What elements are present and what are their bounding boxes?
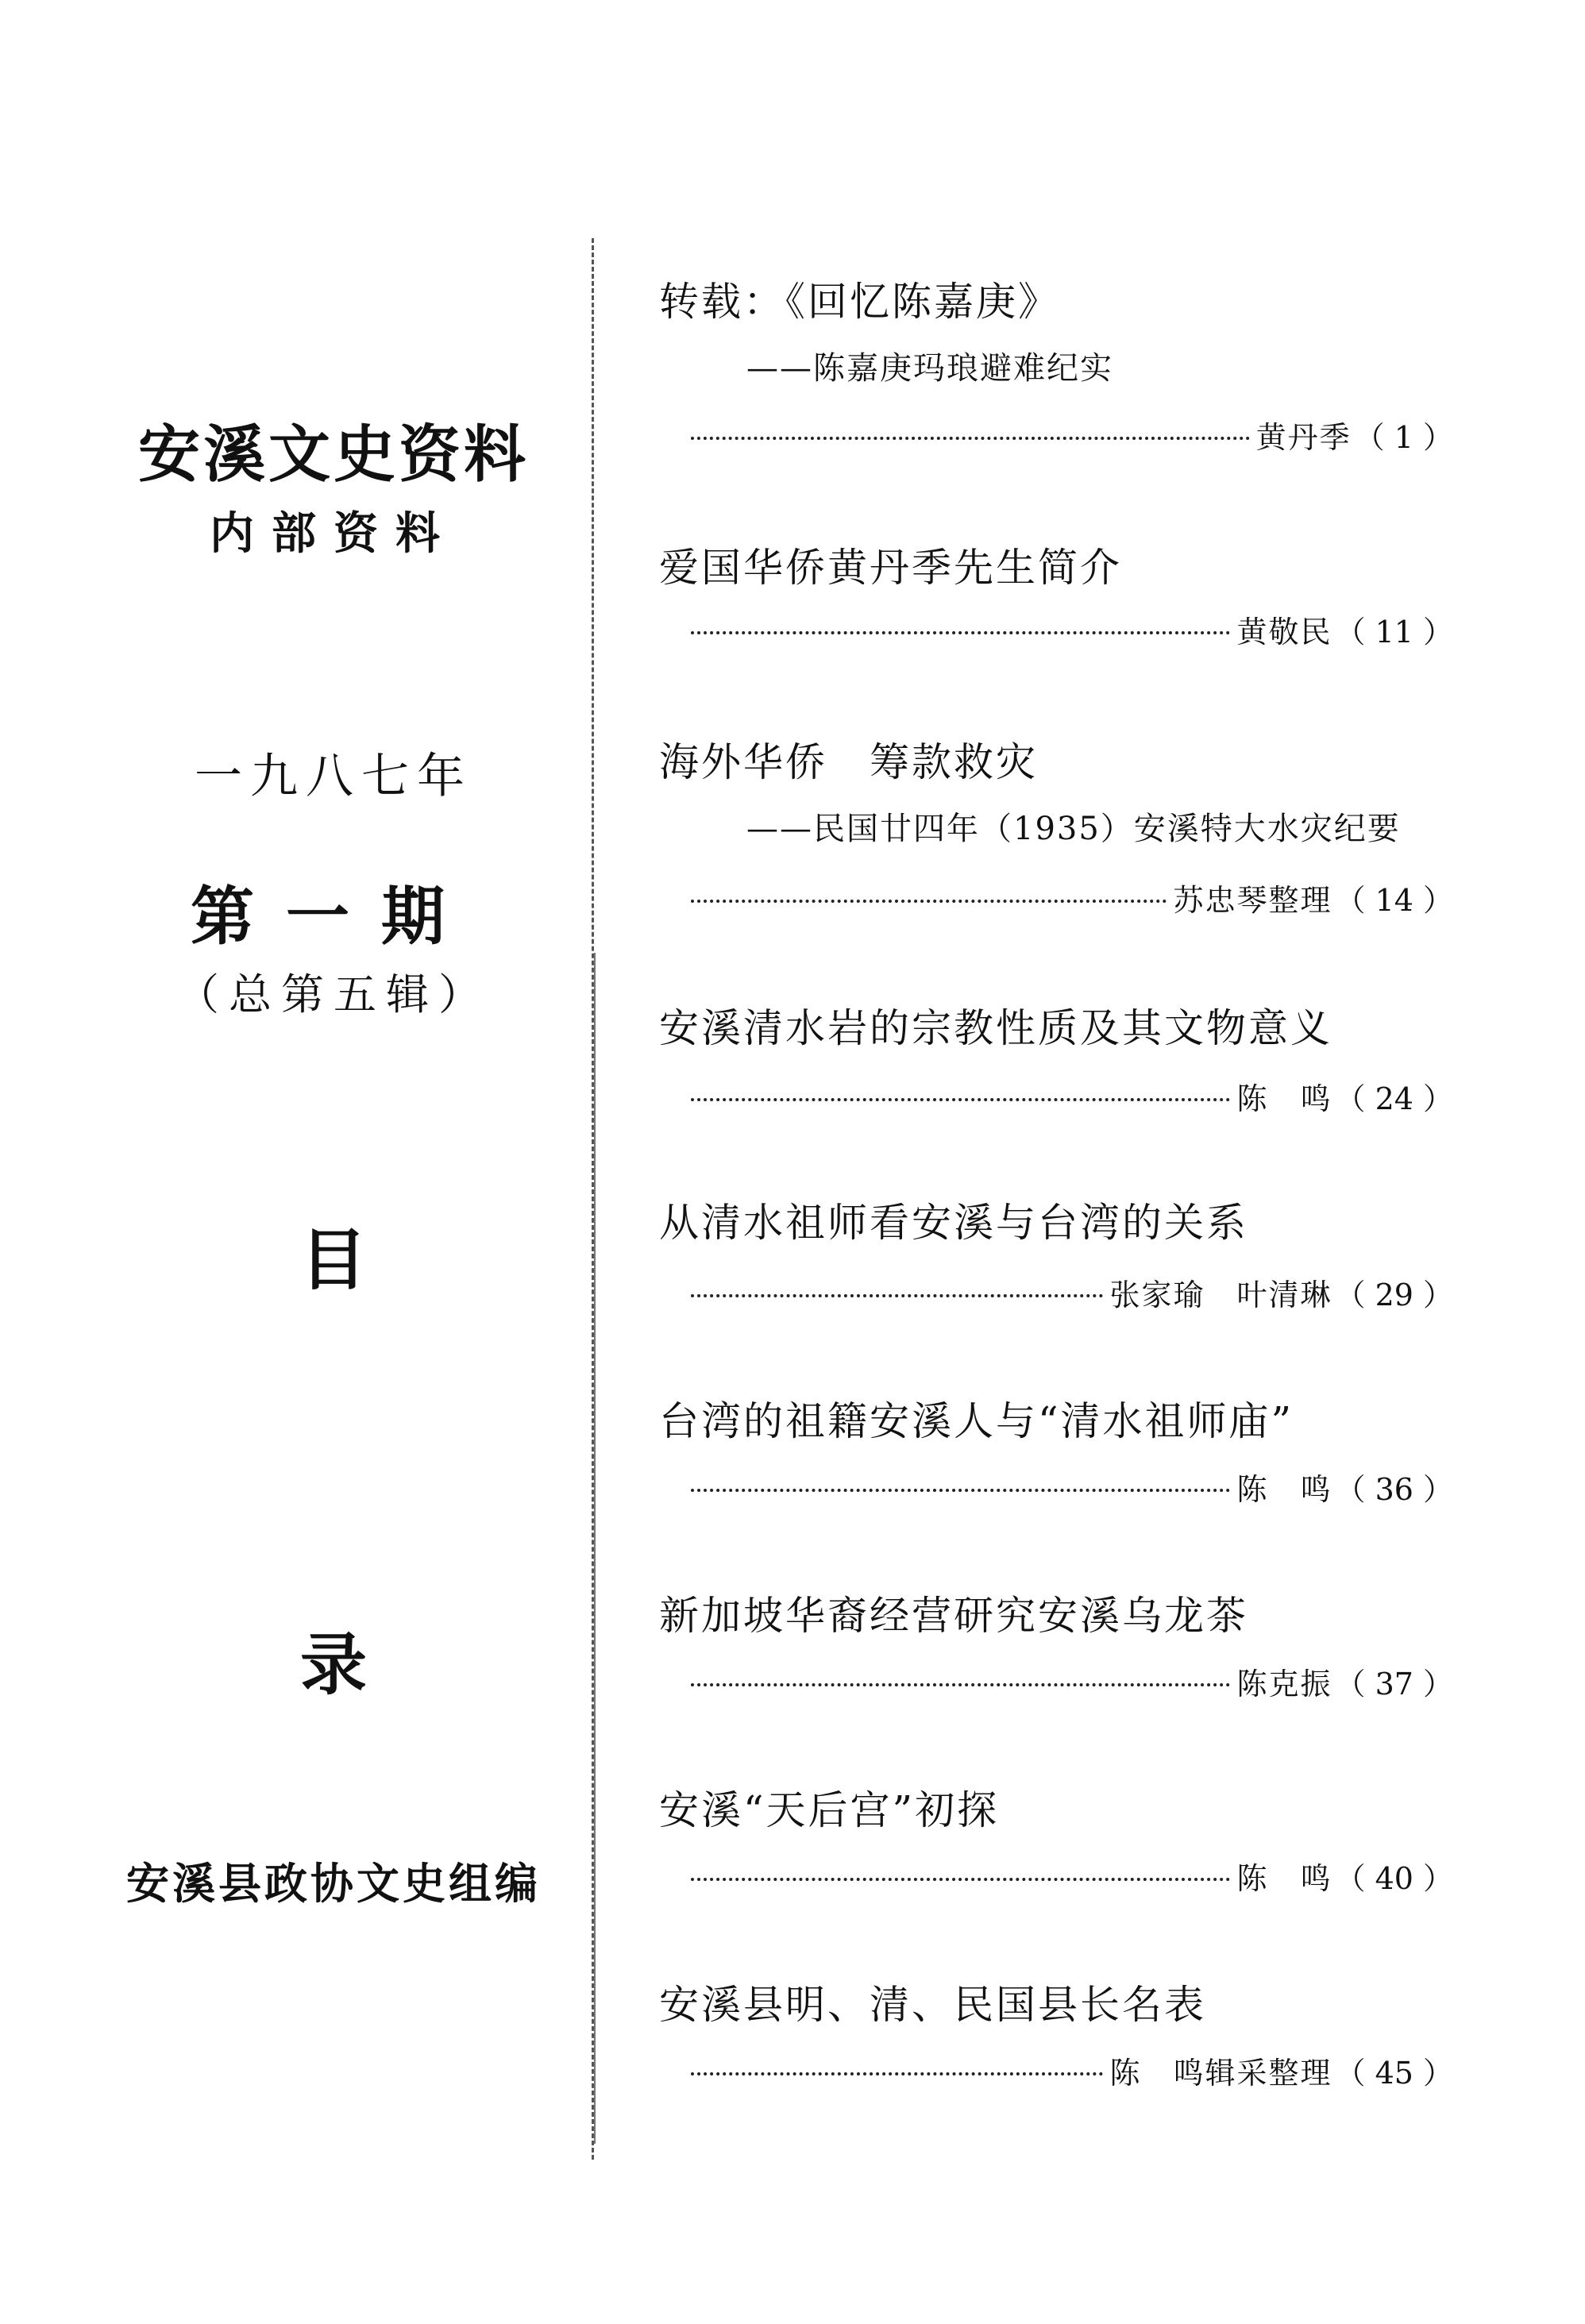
toc-entry-title: 安溪县明、清、民国县长名表 <box>659 1982 1206 2028</box>
toc-entry-title: 新加坡华裔经营研究安溪乌龙茶 <box>659 1593 1248 1639</box>
toc-entry-title: 转载：《回忆陈嘉庚》 <box>659 279 1060 325</box>
toc-entry-page: （ 45 ） <box>1335 2056 1453 2091</box>
toc-entry-line <box>691 413 1453 455</box>
dot-leader <box>691 437 1250 440</box>
contents-heading-mu: 目 <box>299 1220 367 1299</box>
toc-entry-page: （ 36 ） <box>1335 1472 1453 1507</box>
toc-entry-author: 黄敬民 <box>1236 615 1332 649</box>
toc-entry-title: 从清水祖师看安溪与台湾的关系 <box>659 1200 1248 1246</box>
editor-label: 安溪县政协文史组编 <box>126 1858 541 1909</box>
toc-entry-title: 安溪清水岩的宗教性质及其文物意义 <box>659 1005 1332 1051</box>
table-of-contents <box>659 0 1453 2324</box>
toc-entry-page: （ 11 ） <box>1335 615 1453 649</box>
toc-entry-author: 陈 鸣 <box>1236 1861 1332 1896</box>
toc-entry-author: 陈克振 <box>1236 1667 1332 1702</box>
dot-leader <box>691 1489 1230 1492</box>
internal-label: 内部资料 <box>210 507 457 560</box>
toc-entry-title: 台湾的祖籍安溪人与“清水祖师庙” <box>659 1398 1294 1444</box>
column-divider-solid <box>594 953 596 2144</box>
year-label: 一九八七年 <box>195 749 472 804</box>
toc-entry-author: 陈 鸣 <box>1236 1472 1332 1507</box>
toc-entry-line <box>691 607 1453 649</box>
toc-entry-line <box>691 1659 1453 1702</box>
toc-entry-author: 陈 鸣辑采整理 <box>1109 2056 1332 2091</box>
toc-entry-line <box>691 1854 1453 1896</box>
toc-entry-author: 张家瑜 叶清琳 <box>1109 1278 1332 1312</box>
toc-entry-line <box>691 2048 1453 2091</box>
dot-leader <box>691 1878 1230 1881</box>
toc-entry-subtitle: ——民国廿四年（1935）安溪特大水灾纪要 <box>746 811 1401 847</box>
dot-leader <box>691 900 1167 903</box>
toc-entry-line <box>691 1074 1453 1116</box>
series-title: 安溪文史资料 <box>137 418 529 491</box>
toc-entry-title: 海外华侨 筹款救灾 <box>659 739 1038 785</box>
dot-leader <box>691 2072 1103 2075</box>
contents-heading-lu: 录 <box>299 1625 367 1704</box>
toc-entry-page: （ 1 ） <box>1354 420 1453 455</box>
toc-entry-line <box>691 876 1453 918</box>
toc-entry-author: 陈 鸣 <box>1236 1081 1332 1116</box>
toc-entry-author: 黄丹季 <box>1255 420 1352 455</box>
series-number-label: （总第五辑） <box>176 969 491 1019</box>
toc-entry-line <box>691 1465 1453 1507</box>
toc-entry-title: 安溪“天后宫”初探 <box>659 1787 1000 1833</box>
dot-leader <box>691 1098 1230 1101</box>
toc-entry-author: 苏忠琴整理 <box>1173 883 1332 918</box>
dot-leader <box>691 1294 1103 1297</box>
toc-entry-line <box>691 1270 1453 1312</box>
toc-entry-page: （ 40 ） <box>1335 1861 1453 1896</box>
toc-entry-subtitle: ——陈嘉庚玛琅避难纪实 <box>746 350 1113 387</box>
cover-column <box>0 0 588 2324</box>
toc-entry-page: （ 14 ） <box>1335 883 1453 918</box>
issue-label: 第一期 <box>191 879 476 954</box>
toc-entry-page: （ 29 ） <box>1335 1278 1453 1312</box>
toc-entry-title: 爱国华侨黄丹季先生简介 <box>659 545 1122 591</box>
toc-entry-page: （ 24 ） <box>1335 1081 1453 1116</box>
dot-leader <box>691 631 1230 634</box>
toc-entry-page: （ 37 ） <box>1335 1667 1453 1702</box>
dot-leader <box>691 1683 1230 1686</box>
